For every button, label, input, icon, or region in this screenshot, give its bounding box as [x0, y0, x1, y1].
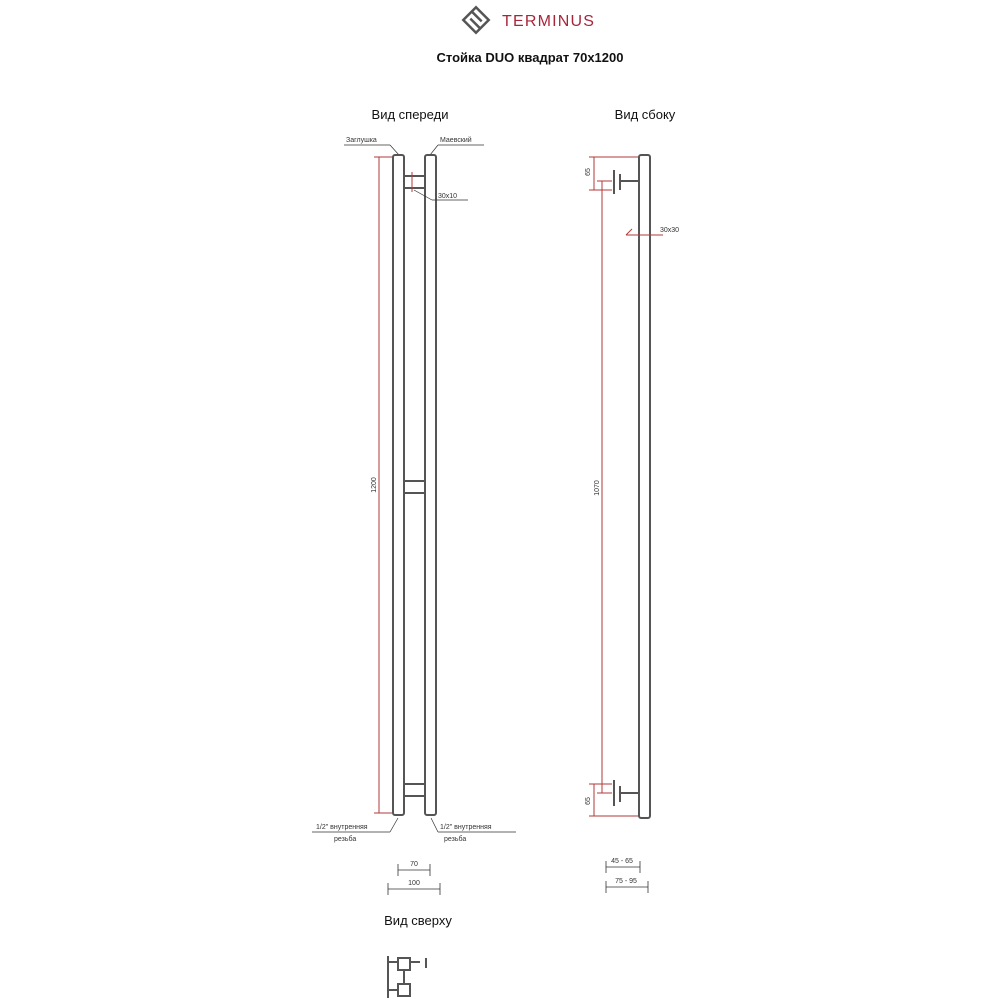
bottom-offset-label: 65: [585, 797, 592, 805]
depth-min-label: 45 - 65: [611, 858, 633, 865]
right-thread-note-line2: резьба: [444, 836, 467, 843]
side-tube: [639, 155, 650, 818]
side-view: [585, 107, 679, 893]
right-tube: [425, 155, 436, 815]
top-offset-label: 65: [585, 168, 592, 176]
front-view: [312, 107, 516, 895]
right-thread-note-line1: 1/2" внутренняя: [440, 824, 492, 831]
front-height-label: 1200: [371, 477, 378, 493]
air-valve-note: Маевский: [440, 137, 472, 144]
top-view: [384, 913, 452, 998]
right-thread-leader-arrow: [431, 818, 438, 832]
outer-width-label: 100: [408, 880, 420, 887]
left-thread-note-line1: 1/2" внутренняя: [316, 824, 368, 831]
top-crossbar: [404, 176, 425, 188]
page-title: Стойка DUO квадрат 70х1200: [436, 50, 624, 65]
bracket-size-label: 30х10: [438, 193, 458, 200]
inner-width-label: 70: [410, 861, 418, 868]
profile-dimension-arrow: [626, 229, 632, 235]
depth-max-label: 75 - 95: [615, 878, 637, 885]
bottom-crossbar: [404, 784, 425, 796]
plug-note: Заглушка: [346, 137, 377, 144]
top-view-right-tube: [398, 984, 410, 996]
top-view-left-tube: [398, 958, 410, 970]
left-thread-note-line2: резьба: [334, 836, 357, 843]
left-thread-leader-arrow: [390, 818, 398, 832]
top-view-label: Вид сверху: [384, 913, 452, 928]
air-valve-leader-arrow: [430, 145, 438, 155]
plug-leader-arrow: [390, 145, 399, 155]
side-view-label: Вид сбоку: [614, 107, 676, 122]
left-tube: [393, 155, 404, 815]
brand-name: TERMINUS: [502, 13, 596, 30]
profile-size-label: 30х30: [660, 227, 680, 234]
terminus-logo-icon: [463, 7, 488, 32]
middle-crossbar: [404, 481, 425, 493]
front-view-label: Вид спереди: [371, 107, 449, 122]
side-height-label: 1070: [594, 480, 601, 496]
